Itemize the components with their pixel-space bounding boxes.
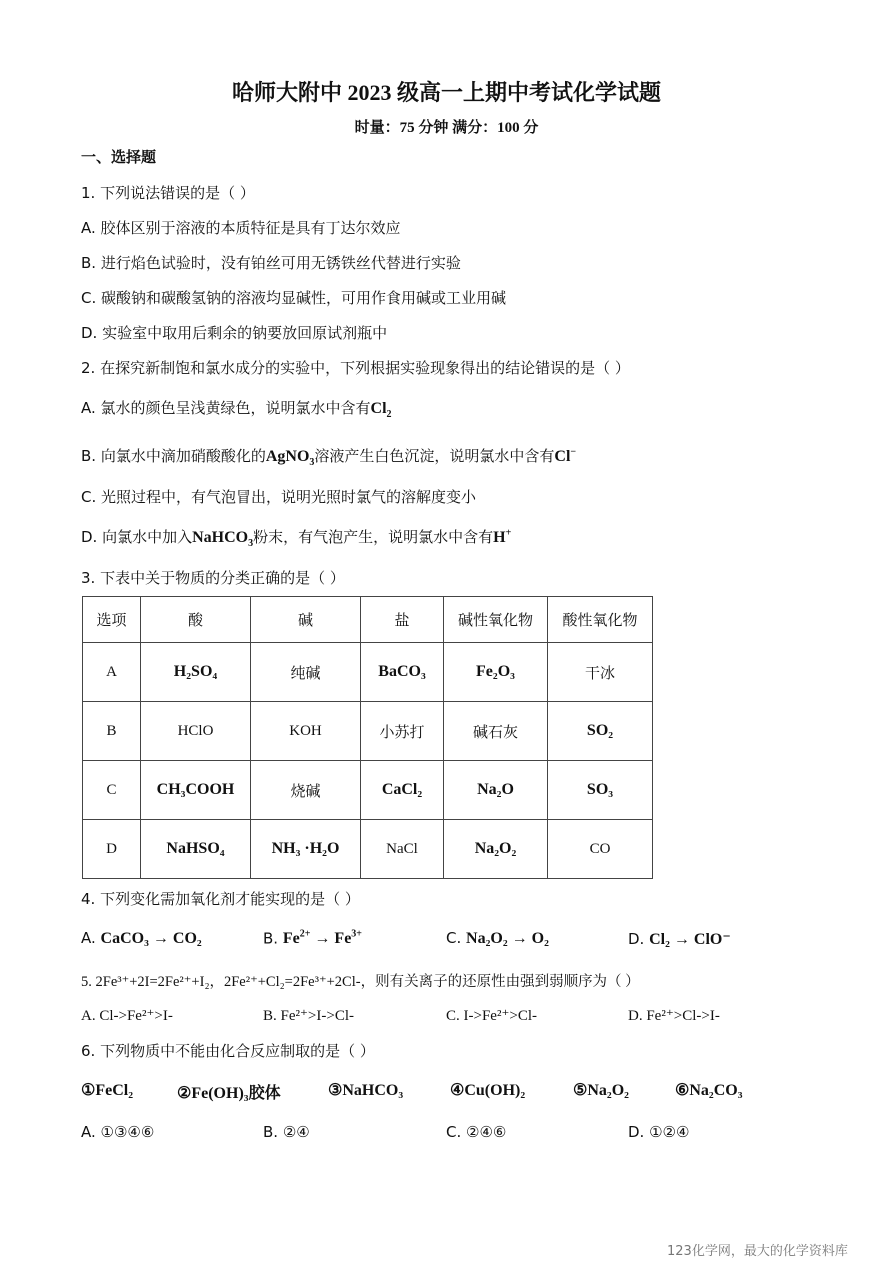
cell-acidic-oxide: SO₃ (548, 761, 653, 820)
q2-a-formula: $Cl_2$ (370, 400, 392, 421)
q1-option-c: C. 碳酸钠和碳酸氢钠的溶液均显碱性，可用作食用碱或工业用碱 (81, 289, 507, 307)
q1-option-a: A. 胶体区别于溶液的本质特征是具有丁达尔效应 (81, 219, 401, 237)
q5-option-b: B. Fe²⁺>I->Cl- (263, 1008, 354, 1024)
q2-b-formula: AgNO$_3$ (265, 448, 315, 469)
cell-base: 纯碱 (251, 643, 361, 702)
cell-basic-oxide: Na₂O (444, 761, 548, 820)
cell-acid: NaHSO₄ (141, 820, 251, 879)
cell-base: KOH (251, 702, 361, 761)
q2-option-c: C. 光照过程中，有气泡冒出，说明光照时氯气的溶解度变小 (81, 488, 477, 506)
cell-base: 烧碱 (251, 761, 361, 820)
cell-salt: 小苏打 (361, 702, 444, 761)
q5-option-c: C. I->Fe²⁺>Cl- (446, 1008, 537, 1024)
cell-acidic-oxide: CO (548, 820, 653, 879)
table-row (83, 761, 653, 820)
cell-option: D (83, 820, 141, 879)
cell-salt: CaCl₂ (361, 761, 444, 820)
q3-stem: 3. 下表中关于物质的分类正确的是（ ） (81, 569, 345, 587)
q2-b-ion: Cl− (554, 446, 577, 465)
cell-acidic-oxide: 干冰 (548, 643, 653, 702)
q6-item: ⑤Na₂O₂ (573, 1082, 629, 1099)
q2-d-formula: NaHCO$_3$ (192, 529, 254, 550)
cell-acid: H₂SO₄ (141, 643, 251, 702)
cell-option: C (83, 761, 141, 820)
cell-option: A (83, 643, 141, 702)
q1-stem: 1. 下列说法错误的是（ ） (81, 184, 255, 202)
cell-acidic-oxide: SO₂ (548, 702, 653, 761)
q6-item: ⑥Na₂CO₃ (675, 1082, 743, 1099)
q6-item: ①FeCl₂ (81, 1082, 134, 1099)
q6-option-d: D. ①②④ (628, 1123, 690, 1141)
cell-base: NH₃ ·H₂O (251, 820, 361, 879)
cell-basic-oxide: 碱石灰 (444, 702, 548, 761)
q6-item: ②Fe(OH)₃胶体 (177, 1085, 281, 1102)
exam-info: 时量：75 分钟 满分：100 分 (354, 120, 539, 136)
q6-stem: 6. 下列物质中不能由化合反应制取的是（ ） (81, 1042, 375, 1060)
header-cell: 碱 (251, 597, 361, 643)
cell-acid: HClO (141, 702, 251, 761)
header-cell: 碱性氧化物 (444, 597, 548, 643)
q6-option-a: A. ①③④⑥ (81, 1123, 155, 1141)
cell-acid: CH₃COOH (141, 761, 251, 820)
table-row (83, 820, 653, 879)
q2-a-text: A. 氯水的颜色呈浅黄绿色，说明氯水中含有 (81, 399, 371, 417)
q4-option-d: D. Cl₂ → ClO⁻ (628, 930, 731, 948)
table-row (83, 643, 653, 702)
q2-option-d: D. 向氯水中加入NaHCO$_3$粉末，有气泡产生，说明氯水中含有H+ (81, 527, 512, 550)
cell-salt: NaCl (361, 820, 444, 879)
section-heading: 一、选择题 (81, 148, 157, 166)
q4-option-b: B. $Fe^{2+} \to Fe^{3+}$ (263, 929, 362, 948)
table-header-row (83, 597, 653, 643)
q6-item: ③NaHCO₃ (328, 1082, 404, 1099)
q5-stem: 5. 2Fe³⁺+2I=2Fe²⁺+I₂，2Fe²⁺+Cl₂=2Fe³⁺+2Cl-，则有关离子的还原性由强到弱顺序为（ ） (81, 974, 640, 990)
header-cell: 酸 (141, 597, 251, 643)
cell-option: B (83, 702, 141, 761)
q6-option-b: B. ②④ (263, 1123, 310, 1141)
header-cell: 酸性氧化物 (548, 597, 653, 643)
q5-option-d: D. Fe²⁺>Cl->I- (628, 1008, 720, 1024)
classification-table (82, 596, 653, 879)
q1-option-d: D. 实验室中取用后剩余的钠要放回原试剂瓶中 (81, 324, 388, 342)
q6-option-c: C. ②④⑥ (446, 1123, 507, 1141)
q4-option-a: A. CaCO₃ → CO₂ (81, 929, 202, 947)
q4-stem: 4. 下列变化需加氧化剂才能实现的是（ ） (81, 890, 360, 908)
cell-basic-oxide: Fe₂O₃ (444, 643, 548, 702)
cell-basic-oxide: Na₂O₂ (444, 820, 548, 879)
footer-watermark: 123化学网，最大的化学资料库 (667, 1244, 848, 1259)
q1-option-b: B. 进行焰色试验时，没有铂丝可用无锈铁丝代替进行实验 (81, 254, 461, 272)
q2-option-a (81, 397, 392, 420)
page-title: 哈师大附中 2023 级高一上期中考试化学试题 (231, 80, 661, 105)
q2-stem: 2. 在探究新制饱和氯水成分的实验中，下列根据实验现象得出的结论错误的是（ ） (81, 359, 630, 377)
q2-option-b: B. 向氯水中滴加硝酸酸化的AgNO$_3$溶液产生白色沉淀，说明氯水中含有Cl− (81, 446, 577, 469)
q5-option-a: A. Cl->Fe²⁺>I- (81, 1008, 173, 1024)
header-cell: 选项 (83, 597, 141, 643)
q4-option-c: C. Na₂O₂ → O₂ (446, 929, 549, 947)
q6-item: ④Cu(OH)₂ (450, 1082, 526, 1099)
q2-d-ion: H+ (493, 527, 512, 546)
table-row (83, 702, 653, 761)
cell-salt: BaCO₃ (361, 643, 444, 702)
header-cell: 盐 (361, 597, 444, 643)
